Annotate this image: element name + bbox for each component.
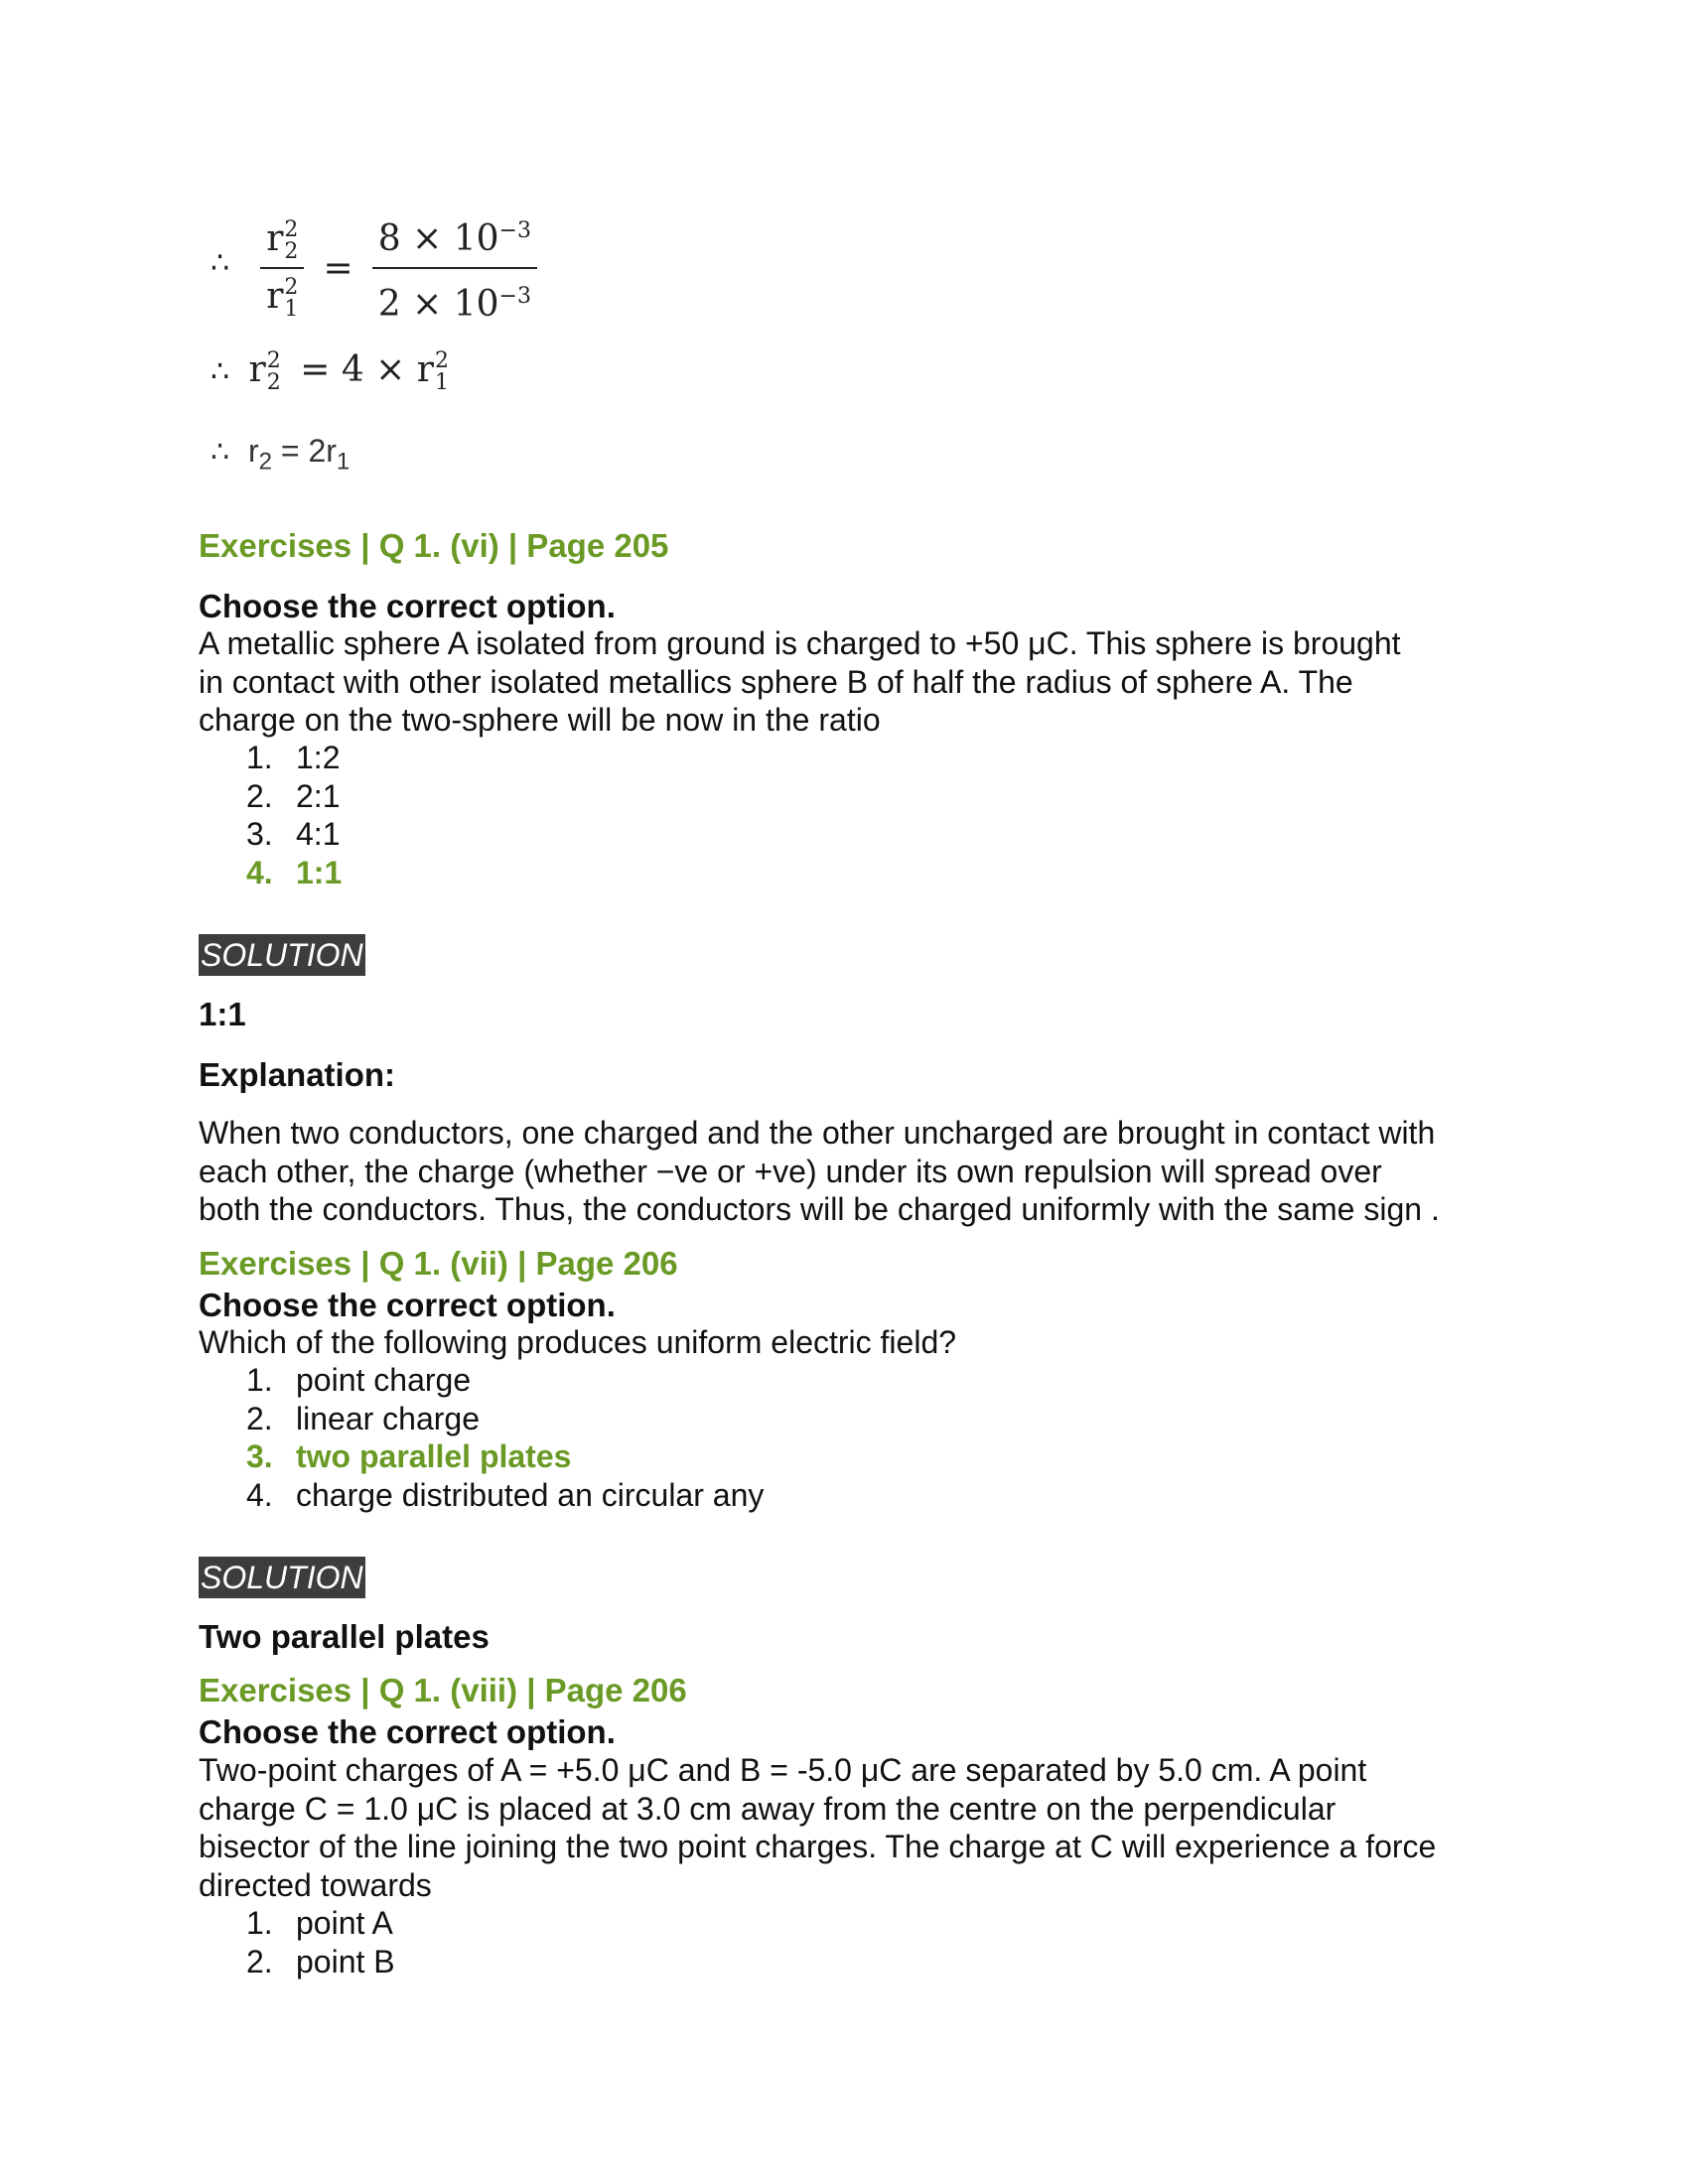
option-item: 3. 4:1 [246, 816, 341, 852]
q6-answer: 1:1 [199, 996, 246, 1032]
equals-sign: = [323, 247, 353, 289]
q6-question: A metallic sphere A isolated from ground is charged to +50 μC. This sphere is brought in contact with other isolated metallics sphere B of half the radius of sphere A. The charge on the two-sphere will be now in the ratio [199, 625, 1401, 738]
q8-question: Two-point charges of A = +5.0 μC and B = -5.0 μC are separated by 5.0 cm. A point charge C = 1.0 μC is placed at 3.0 cm away from the centre on the perpendicular bisector of the line joining the two point charges. The charge at C will experience a force directed towards [199, 1752, 1437, 1903]
q6-options [246, 739, 342, 891]
ratio-equation [211, 204, 537, 342]
q7-answer: Two parallel plates [199, 1618, 490, 1655]
option-item: 4. charge distributed an circular any [246, 1476, 765, 1513]
option-item: 2. 2:1 [246, 777, 341, 814]
equation-line-2: ∴ r 2 2 = 4 × r 2 1 [211, 348, 449, 395]
q7-question: Which of the following produces uniform electric field? [199, 1324, 957, 1360]
q6-heading: Exercises | Q 1. (vi) | Page 205 [199, 527, 669, 564]
option-item: 1. point A [246, 1905, 393, 1941]
q6-explanation-label: Explanation: [199, 1056, 396, 1093]
option-item: 1. 1:2 [246, 740, 341, 775]
q8-instruction: Choose the correct option. [199, 1713, 616, 1750]
rhs-numerator: $8 \times 10^{-3}$ [377, 218, 531, 259]
equation-line-3: ∴ $r_2 = 2r_1$ [211, 433, 351, 476]
option-item: 1. point charge [246, 1362, 472, 1398]
q6-solution-label: SOLUTION [199, 934, 365, 976]
q6-instruction: Choose the correct option. [199, 588, 616, 624]
therefore-symbol: ∴ [211, 245, 230, 281]
rhs-denominator: $2 \times 10^{-3}$ [377, 284, 531, 325]
option-item: 2. linear charge [246, 1400, 480, 1436]
rhs-fraction [372, 204, 537, 333]
q7-solution-label: SOLUTION [199, 1557, 365, 1598]
correct-option-item: 4. 1:1 [246, 854, 343, 890]
q7-heading: Exercises | Q 1. (vii) | Page 206 [199, 1245, 678, 1282]
q8-heading: Exercises | Q 1. (viii) | Page 206 [199, 1672, 687, 1708]
correct-option-item: 3. two parallel plates [246, 1438, 572, 1474]
q7-options [246, 1361, 764, 1514]
q6-explanation: When two conductors, one charged and the other uncharged are brought in contact with each other, the charge (whether −ve or +ve) under its own repulsion will spread over both the conductors. Thus, the conductors will be charged uniformly with the same sign . [199, 1115, 1440, 1227]
lhs-fraction [260, 211, 304, 325]
lhs-denominator: r 2 1 [266, 275, 299, 322]
q7-instruction: Choose the correct option. [199, 1287, 616, 1323]
q8-options [246, 1904, 395, 1980]
option-item: 2. point B [246, 1943, 395, 1979]
lhs-numerator: r 2 2 [266, 217, 299, 264]
